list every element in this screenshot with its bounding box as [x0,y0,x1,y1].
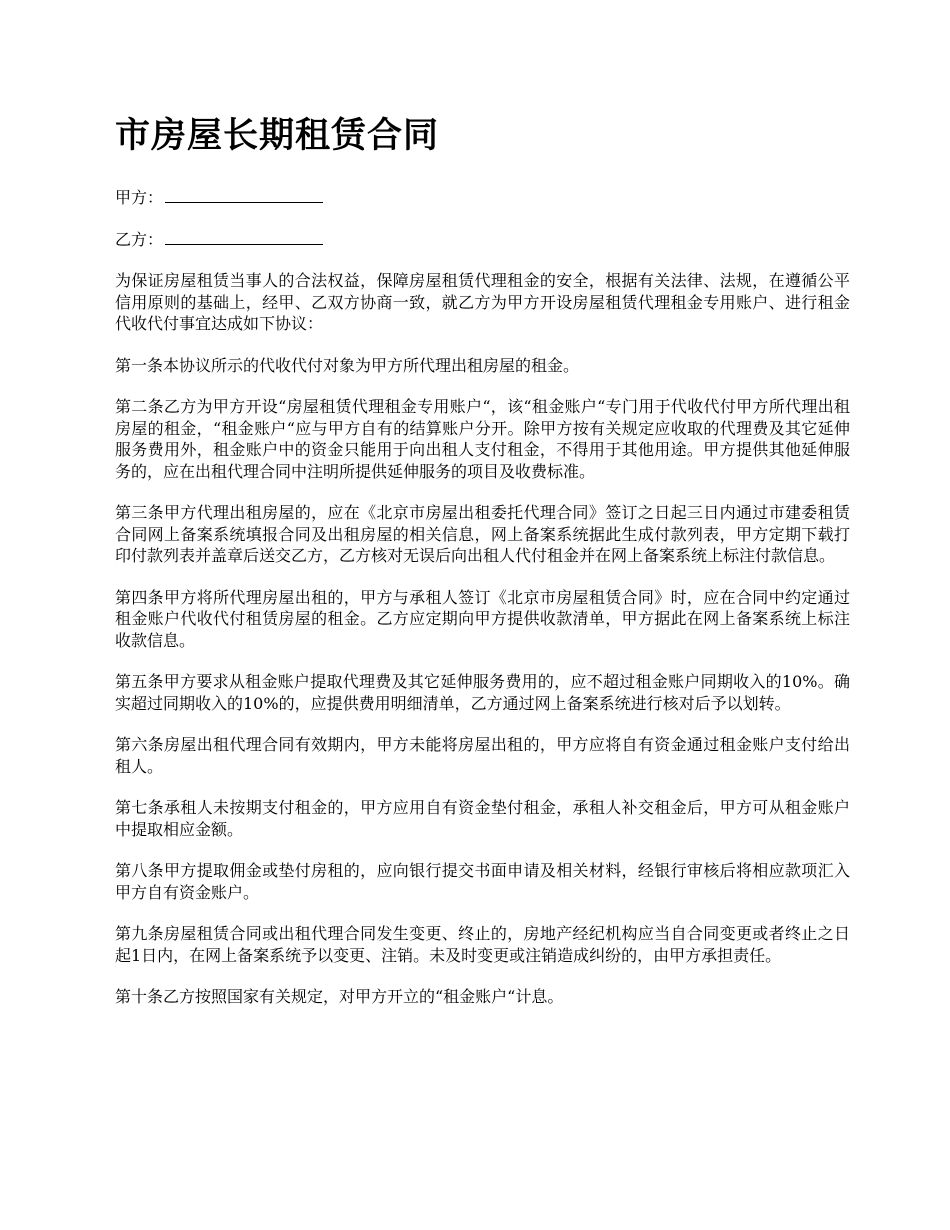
article-4: 第四条甲方将所代理房屋出租的，甲方与承租人签订《北京市房屋租赁合同》时，应在合同中约定通过租金账户代收代付租赁房屋的租金。乙方应定期向甲方提供收款清单，甲方据此在网上备案系统上标注收款信息。 [115,587,850,650]
article-3: 第三条甲方代理出租房屋的，应在《北京市房屋出租委托代理合同》签订之日起三日内通过市建委租赁合同网上备案系统填报合同及出租房屋的相关信息，网上备案系统据此生成付款列表，甲方定期下载打印付款列表并盖章后送交乙方，乙方核对无误后向出租人代付租金并在网上备案系统上标注付款信息。 [115,503,850,565]
article-1: 第一条本协议所示的代收代付对象为甲方所代理出租房屋的租金。 [115,355,580,375]
document-title: 市房屋长期租赁合同 [115,115,440,156]
document-page [115,112,850,1028]
party-a-line [115,186,850,209]
party-b-blank [165,228,323,245]
party-b-line [115,228,850,251]
article-8: 第八条甲方提取佣金或垫付房租的，应向银行提交书面申请及相关材料，经银行审核后将相应款项汇入甲方自有资金账户。 [115,861,850,902]
article-9: 第九条房屋租赁合同或出租代理合同发生变更、终止的，房地产经纪机构应当自合同变更或者终止之日起1日内，在网上备案系统予以变更、注销。未及时变更或注销造成纠纷的，由甲方承担责任。 [115,924,850,965]
party-b-label: 乙方： [115,230,164,249]
article-6: 第六条房屋出租代理合同有效期内，甲方未能将房屋出租的，甲方应将自有资金通过租金账户支付给出租人。 [115,735,850,776]
article-2: 第二条乙方为甲方开设“房屋租赁代理租金专用账户“，该“租金账户“专门用于代收代付甲方所代理出租房屋的租金，“租金账户“应与甲方自有的结算账户分开。除甲方按有关规定应收取的代理费及其它延伸服务费用外，租金账户中的资金只能用于向出租人支付租金，不得用于其他用途。甲方提供其他延伸服务的，应在出租代理合同中注明所提供延伸服务的项目及收费标准。 [115,397,850,481]
party-a-label: 甲方： [115,188,164,207]
party-a-blank [165,186,323,203]
article-10: 第十条乙方按照国家有关规定，对甲方开立的“租金账户“计息。 [115,987,564,1006]
article-5: 第五条甲方要求从租金账户提取代理费及其它延伸服务费用的，应不超过租金账户同期收入的10%。确实超过同期收入的10%的，应提供费用明细清单，乙方通过网上备案系统进行核对后予以划转。 [115,672,850,713]
article-7: 第七条承租人未按期支付租金的，甲方应用自有资金垫付租金，承租人补交租金后，甲方可从租金账户中提取相应金额。 [115,798,850,839]
preamble-paragraph: 为保证房屋租赁当事人的合法权益，保障房屋租赁代理租金的安全，根据有关法律、法规，在遵循公平信用原则的基础上，经甲、乙双方协商一致，就乙方为甲方开设房屋租赁代理租金专用账户、进行租金代收代付事宜达成如下协议： [115,271,850,333]
